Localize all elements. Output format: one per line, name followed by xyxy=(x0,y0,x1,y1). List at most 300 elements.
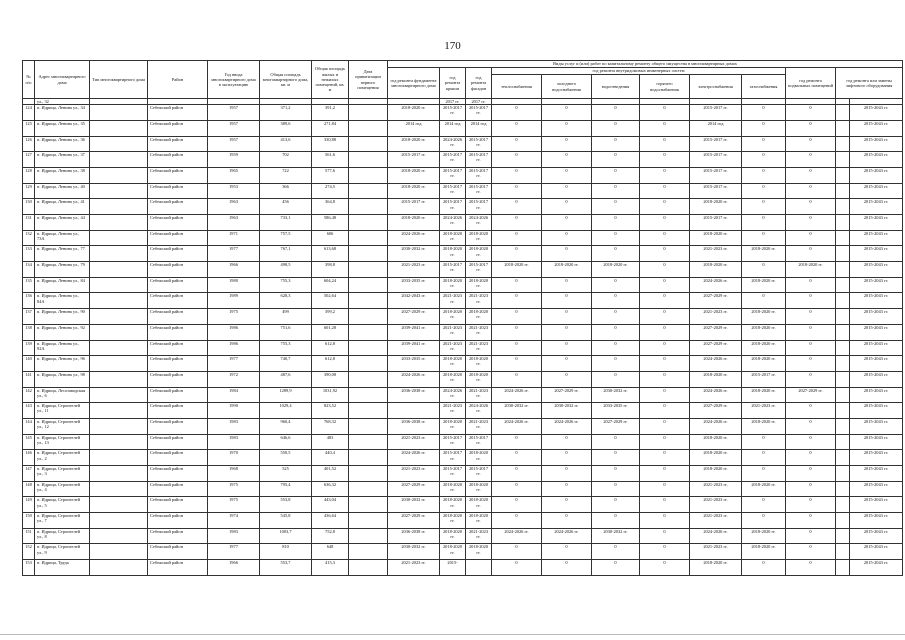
cell-cold-water: 2018-2020 гг. xyxy=(542,262,592,278)
cell-cold-water: 0 xyxy=(542,356,592,372)
cell-drainage: 2027-2029 гг. xyxy=(592,418,640,434)
cell-drainage: 2018-2020 гг. xyxy=(592,262,640,278)
cell-district: Себежский район xyxy=(148,215,208,231)
col-cold-water: холодного водоснабжения xyxy=(542,75,592,99)
cell-gas: 0 xyxy=(742,183,786,199)
cell-elevator xyxy=(836,167,850,183)
col-n: № п/п xyxy=(23,61,35,99)
cell-year-built: 1957 xyxy=(208,105,260,121)
cell-year-built: 1957 xyxy=(208,136,260,152)
cell-facade: 2021-2023 гг. xyxy=(466,387,492,403)
cell-design-doc: 2015-2043 гг. xyxy=(850,152,903,168)
cell-electricity: 2018-2020 гг. xyxy=(690,230,742,246)
cell-total-area: 1029,4 xyxy=(260,403,312,419)
cell-hot-water: 0 xyxy=(640,418,690,434)
cell-hot-water: 0 xyxy=(640,356,690,372)
cell-gas: 0 xyxy=(742,560,786,576)
cell-address: п. Идрица, Труда xyxy=(35,560,90,576)
cell-roof: 2018-2020 гг. xyxy=(440,481,466,497)
cell-roof: 2018-2020 гг. xyxy=(440,497,466,513)
cell-total-area: 1003,7 xyxy=(260,528,312,544)
cell-living-area: 648 xyxy=(312,544,349,560)
cell-type xyxy=(90,387,148,403)
cell-facade: 2018-2020 гг. xyxy=(466,450,492,466)
cell-drainage: 0 xyxy=(592,450,640,466)
cell-address: п. Идрица, Строителей ул., 9 xyxy=(35,544,90,560)
cell-gas: 0 xyxy=(742,167,786,183)
cell-cold-water: 0 xyxy=(542,183,592,199)
cell-hot-water: 0 xyxy=(640,434,690,450)
cell-electricity: 2015-2017 гг. xyxy=(690,215,742,231)
cell-elevator xyxy=(836,199,850,215)
cell-living-area: 401,52 xyxy=(312,466,349,482)
col-elevator: год ремонта или замены лифтового оборудования xyxy=(836,68,903,99)
cell-type xyxy=(90,403,148,419)
cell-hot-water: 0 xyxy=(640,215,690,231)
cell-n: 128 xyxy=(23,167,35,183)
cell-year-built: 1980 xyxy=(208,277,260,293)
cell-privatization-date xyxy=(349,309,388,325)
cell-year-built: 1963 xyxy=(208,199,260,215)
cell-total-area: 755,3 xyxy=(260,340,312,356)
cell-elevator xyxy=(836,293,850,309)
cell-heating: 0 xyxy=(492,120,542,136)
cell-total-area: 702 xyxy=(260,152,312,168)
cell-living-area: 440,4 xyxy=(312,450,349,466)
cell-district: Себежский район xyxy=(148,183,208,199)
cell-n: 150 xyxy=(23,513,35,529)
cell-roof: 2018-2020 гг. xyxy=(440,230,466,246)
cell-year-built: 1977 xyxy=(208,356,260,372)
cell-drainage: 2030-2032 гг. xyxy=(592,387,640,403)
cell-n: 141 xyxy=(23,371,35,387)
cell-heating: 0 xyxy=(492,560,542,576)
cell-gas: 0 xyxy=(742,262,786,278)
cell-type xyxy=(90,246,148,262)
cell-year-built: 1963 xyxy=(208,215,260,231)
cell-district: Себежский район xyxy=(148,450,208,466)
cell-cold-water: 0 xyxy=(542,466,592,482)
col-drainage: водоотведения xyxy=(592,75,640,99)
cell-basement: 0 xyxy=(786,167,836,183)
cell-gas: 0 xyxy=(742,215,786,231)
cell-drainage: 0 xyxy=(592,183,640,199)
cell-cold-water: 0 xyxy=(542,293,592,309)
cell-drainage: 0 xyxy=(592,120,640,136)
cell-roof: 2021-2023 гг. xyxy=(440,324,466,340)
cell-hot-water: 0 xyxy=(640,199,690,215)
cell-heating: 0 xyxy=(492,167,542,183)
cell-electricity: 2024-2026 гг. xyxy=(690,277,742,293)
table-row xyxy=(23,309,903,325)
cell-cold-water: 0 xyxy=(542,481,592,497)
cell-design-doc: 2015-2043 гг. xyxy=(850,434,903,450)
cell-living-area: 443,04 xyxy=(312,497,349,513)
cell-hot-water: 0 xyxy=(640,497,690,513)
cell-total-area: 371,2 xyxy=(260,105,312,121)
cell-cold-water: 0 xyxy=(542,560,592,576)
cell-basement: 0 xyxy=(786,497,836,513)
cell-elevator xyxy=(836,481,850,497)
cell-type xyxy=(90,544,148,560)
cell-heating: 2024-2026 гг. xyxy=(492,528,542,544)
cell-type xyxy=(90,434,148,450)
cell-living-area: 390,08 xyxy=(312,371,349,387)
cell-address: п. Идрица, Ленина ул., 35 xyxy=(35,120,90,136)
cell-facade: 2014 год xyxy=(466,120,492,136)
cell-type xyxy=(90,215,148,231)
cell-type xyxy=(90,230,148,246)
cell-privatization-date xyxy=(349,324,388,340)
cell-privatization-date xyxy=(349,418,388,434)
cell-design-doc: 2015-2043 гг. xyxy=(850,277,903,293)
table-row xyxy=(23,356,903,372)
cell-heating: 0 xyxy=(492,309,542,325)
cell-address: п. Идрица, Ленина ул., 34 xyxy=(35,105,90,121)
cell-elevator xyxy=(836,262,850,278)
col-heating: теплоснабжения xyxy=(492,75,542,99)
cell-total-area: 553,8 xyxy=(260,497,312,513)
cell-total-area: 1289,9 xyxy=(260,387,312,403)
cell-hot-water: 0 xyxy=(640,544,690,560)
cell-year-built: 1974 xyxy=(208,513,260,529)
cell-heating: 0 xyxy=(492,183,542,199)
cell-hot-water: 0 xyxy=(640,136,690,152)
cell-hot-water: 0 xyxy=(640,403,690,419)
cell-roof: 2015-2017 гг. xyxy=(440,105,466,121)
cell-design-doc: 2015-2043 гг. xyxy=(850,199,903,215)
cell-facade: 2018-2020 гг. xyxy=(466,481,492,497)
cell-address: п. Идрица, Ленина ул., 38 xyxy=(35,167,90,183)
cell-total-area: 525 xyxy=(260,466,312,482)
cell-district: Себежский район xyxy=(148,513,208,529)
cell-heating: 0 xyxy=(492,105,542,121)
cell-foundation: 2021-2023 гг. xyxy=(388,466,440,482)
cell-foundation: 2027-2029 гг. xyxy=(388,513,440,529)
col-year-built: Год ввода многоквартирного дома в эксплуатацию xyxy=(208,61,260,99)
cell-foundation: 2021-2023 гг. xyxy=(388,262,440,278)
cell-n: 137 xyxy=(23,309,35,325)
cell-drainage: 2033-2035 гг. xyxy=(592,403,640,419)
cell-roof: 2018-2020 гг. xyxy=(440,277,466,293)
cell-cold-water: 0 xyxy=(542,167,592,183)
cell-heating: 0 xyxy=(492,199,542,215)
cell-roof: 2018-2020 гг. xyxy=(440,309,466,325)
cell-address: п. Идрица, Лесозаводская ул., 6 xyxy=(35,387,90,403)
cell-hot-water: 0 xyxy=(640,513,690,529)
cell-design-doc: 2015-2043 гг. xyxy=(850,215,903,231)
cell-living-area: 415,3 xyxy=(312,560,349,576)
cell-electricity: 2027-2029 гг. xyxy=(690,293,742,309)
cell-electricity: 2018-2020 гг. xyxy=(690,466,742,482)
table-row xyxy=(23,262,903,278)
cell-type xyxy=(90,418,148,434)
cell-basement: 0 xyxy=(786,513,836,529)
cell-electricity: 2018-2020 гг. xyxy=(690,262,742,278)
cell-basement: 0 xyxy=(786,277,836,293)
cell-basement: 0 xyxy=(786,481,836,497)
cell-privatization-date xyxy=(349,120,388,136)
cell-facade: 2015-2017 гг. xyxy=(466,466,492,482)
cell-elevator xyxy=(836,497,850,513)
cell-living-area: 768,32 xyxy=(312,418,349,434)
cell-electricity: 2018-2020 гг. xyxy=(690,371,742,387)
cell-district: Себежский район xyxy=(148,230,208,246)
cell-year-built: 1977 xyxy=(208,246,260,262)
cell-living-area: 330,88 xyxy=(312,136,349,152)
cell-hot-water: 0 xyxy=(640,120,690,136)
cell-roof: 2017 гг. xyxy=(440,99,466,105)
cell-design-doc: 2015-2043 гг. xyxy=(850,309,903,325)
cell-total-area: 487,6 xyxy=(260,371,312,387)
cell-gas: 2018-2020 гг. xyxy=(742,340,786,356)
bottom-rule xyxy=(0,634,905,635)
table-header xyxy=(23,61,903,99)
cell-foundation: 2018-2020 гг. xyxy=(388,105,440,121)
cell-address: п. Идрица, Ленина ул., 96 xyxy=(35,356,90,372)
table-body xyxy=(23,99,903,576)
table-row xyxy=(23,246,903,262)
cell-address: п. Идрица, Строителей ул., 12 xyxy=(35,418,90,434)
cell-elevator xyxy=(836,434,850,450)
cell-drainage: 0 xyxy=(592,293,640,309)
cell-drainage: 2030-2032 гг. xyxy=(592,528,640,544)
cell-living-area: 752,8 xyxy=(312,528,349,544)
table-row xyxy=(23,371,903,387)
cell-cold-water: 0 xyxy=(542,105,592,121)
cell-n: 124 xyxy=(23,105,35,121)
cell-year-built: 1971 xyxy=(208,230,260,246)
cell-drainage: 0 xyxy=(592,340,640,356)
col-privatization-date: Дата приватизации первого помещения xyxy=(349,61,388,99)
cell-privatization-date xyxy=(349,246,388,262)
cell-elevator xyxy=(836,513,850,529)
cell-gas: 0 xyxy=(742,230,786,246)
cell-drainage: 0 xyxy=(592,199,640,215)
cell-roof: 2015- xyxy=(440,560,466,576)
cell-privatization-date xyxy=(349,152,388,168)
cell-gas: 2018-2020 гг. xyxy=(742,418,786,434)
cell-gas: 2018-2020 гг. xyxy=(742,309,786,325)
table-row xyxy=(23,120,903,136)
cell-hot-water: 0 xyxy=(640,246,690,262)
cell-district: Себежский район xyxy=(148,560,208,576)
cell-n: 134 xyxy=(23,262,35,278)
cell-total-area: 499 xyxy=(260,309,312,325)
cell-drainage: 0 xyxy=(592,167,640,183)
cell-gas: 2021-2023 гг. xyxy=(742,403,786,419)
cell-address: п. Идрица, Ленина ул., 92 xyxy=(35,324,90,340)
cell-elevator xyxy=(836,120,850,136)
cell-type xyxy=(90,497,148,513)
cell-year-built: 1983 xyxy=(208,418,260,434)
cell-foundation: 2015-2017 гг. xyxy=(388,152,440,168)
cell-district: Себежский район xyxy=(148,497,208,513)
cell-basement: 0 xyxy=(786,418,836,434)
cell-district: Себежский район xyxy=(148,246,208,262)
cell-n: 153 xyxy=(23,560,35,576)
cell-facade: 2015-2017 гг. xyxy=(466,183,492,199)
cell-gas: 0 xyxy=(742,105,786,121)
cell-design-doc: 2015-2043 гг. xyxy=(850,246,903,262)
cell-drainage: 0 xyxy=(592,356,640,372)
cell-foundation: 2042-2043 гг. xyxy=(388,293,440,309)
cell-drainage: 0 xyxy=(592,466,640,482)
table-row xyxy=(23,340,903,356)
cell-type xyxy=(90,528,148,544)
cell-elevator xyxy=(836,466,850,482)
cell-total-area: 795,4 xyxy=(260,481,312,497)
cell-roof: 2021-2023 гг. xyxy=(440,293,466,309)
table-row xyxy=(23,481,903,497)
cell-electricity: 2021-2023 гг. xyxy=(690,246,742,262)
table-row xyxy=(23,105,903,121)
cell-living-area: 364,8 xyxy=(312,199,349,215)
cell-hot-water: 0 xyxy=(640,309,690,325)
cell-type xyxy=(90,277,148,293)
cell-living-area: 823,52 xyxy=(312,403,349,419)
cell-district: Себежский район xyxy=(148,403,208,419)
cell-electricity: 2024-2026 гг. xyxy=(690,528,742,544)
cell-drainage: 0 xyxy=(592,230,640,246)
table-row xyxy=(23,528,903,544)
cell-facade: 2018-2020 гг. xyxy=(466,309,492,325)
cell-year-built: 1966 xyxy=(208,262,260,278)
cell-living-area: 274,5 xyxy=(312,183,349,199)
cell-design-doc: 2015-2043 гг. xyxy=(850,497,903,513)
cell-roof: 2024-2026 гг. xyxy=(440,215,466,231)
col-gas: газоснабжения xyxy=(742,75,786,99)
cell-foundation: 2036-2038 гг. xyxy=(388,387,440,403)
cell-n: 147 xyxy=(23,466,35,482)
cell-address: п. Идрица, Ленина ул., 37 xyxy=(35,152,90,168)
cell-drainage: 0 xyxy=(592,324,640,340)
cell-gas: 0 xyxy=(742,152,786,168)
cell-address: ул., 32 xyxy=(35,99,90,105)
cell-electricity: 2021-2023 гг. xyxy=(690,497,742,513)
cell-privatization-date xyxy=(349,230,388,246)
cell-foundation: 2039-2041 гг. xyxy=(388,340,440,356)
cell-elevator xyxy=(836,387,850,403)
cell-elevator xyxy=(836,152,850,168)
cell-gas: 2018-2020 гг. xyxy=(742,324,786,340)
cell-district: Себежский район xyxy=(148,262,208,278)
cell-living-area: 502,64 xyxy=(312,293,349,309)
cell-roof: 2018-2020 гг. xyxy=(440,513,466,529)
table-row xyxy=(23,293,903,309)
cell-total-area: 553,7 xyxy=(260,560,312,576)
cell-heating: 0 xyxy=(492,356,542,372)
table-row xyxy=(23,560,903,576)
cell-heating: 0 xyxy=(492,340,542,356)
cell-facade: 2015-2017 гг. xyxy=(466,434,492,450)
cell-cold-water: 0 xyxy=(542,434,592,450)
cell-year-built: 1990 xyxy=(208,403,260,419)
cell-basement: 0 xyxy=(786,230,836,246)
cell-total-area: 389,6 xyxy=(260,120,312,136)
cell-heating: 0 xyxy=(492,136,542,152)
col-living-area: Общая площадь жилых и нежилых помещений, кв. м xyxy=(312,61,349,99)
cell-electricity: 2018-2020 гг. xyxy=(690,450,742,466)
cell-type xyxy=(90,199,148,215)
cell-privatization-date xyxy=(349,293,388,309)
cell-living-area: 271,84 xyxy=(312,120,349,136)
cell-district: Себежский район xyxy=(148,481,208,497)
cell-elevator xyxy=(836,418,850,434)
cell-facade: 2018-2020 гг. xyxy=(466,371,492,387)
cell-hot-water: 0 xyxy=(640,262,690,278)
cell-address: п. Идрица, Ленина ул., 77 xyxy=(35,246,90,262)
table-row xyxy=(23,324,903,340)
cell-basement: 0 xyxy=(786,403,836,419)
cell-facade: 2015-2017 гг. xyxy=(466,105,492,121)
cell-heating: 0 xyxy=(492,152,542,168)
cell-type xyxy=(90,340,148,356)
cell-facade: 2018-2020 гг. xyxy=(466,246,492,262)
cell-elevator xyxy=(836,246,850,262)
cell-address: п. Идрица, Ленина ул., 44 xyxy=(35,215,90,231)
cell-basement: 0 xyxy=(786,293,836,309)
cell-address: п. Идрица, Ленина ул., 73А xyxy=(35,230,90,246)
cell-type xyxy=(90,513,148,529)
cell-gas: 0 xyxy=(742,136,786,152)
table-row xyxy=(23,466,903,482)
col-total-area: Общая площадь многоквартирного дома, кв. м xyxy=(260,61,312,99)
cell-basement: 0 xyxy=(786,324,836,340)
cell-type xyxy=(90,481,148,497)
cell-foundation: 2036-2038 гг. xyxy=(388,418,440,434)
cell-foundation: 2021-2023 гг. xyxy=(388,434,440,450)
cell-address: п. Идрица, Ленина ул., 90 xyxy=(35,309,90,325)
cell-heating: 0 xyxy=(492,324,542,340)
cell-cold-water: 0 xyxy=(542,215,592,231)
cell-address: п. Идрица, Ленина ул., 36 xyxy=(35,136,90,152)
cell-roof: 2014 год xyxy=(440,120,466,136)
cell-privatization-date xyxy=(349,371,388,387)
cell-heating: 0 xyxy=(492,246,542,262)
cell-hot-water: 0 xyxy=(640,466,690,482)
cell-heating: 0 xyxy=(492,293,542,309)
cell-heating: 0 xyxy=(492,434,542,450)
cell-address: п. Идрица, Ленина ул., 84А xyxy=(35,293,90,309)
cell-privatization-date xyxy=(349,136,388,152)
cell-cold-water: 0 xyxy=(542,544,592,560)
table-row xyxy=(23,167,903,183)
cell-roof: 2024-2026 гг. xyxy=(440,387,466,403)
cell-n: 138 xyxy=(23,324,35,340)
cell-year-built: 1975 xyxy=(208,309,260,325)
cell-living-area: 612,8 xyxy=(312,356,349,372)
cell-living-area: 601,28 xyxy=(312,324,349,340)
cell-living-area: 391,2 xyxy=(312,105,349,121)
cell-facade: 2018-2020 гг. xyxy=(466,544,492,560)
cell-design-doc: 2015-2043 гг. xyxy=(850,403,903,419)
cell-facade: 2015-2017 гг. xyxy=(466,167,492,183)
cell-hot-water: 0 xyxy=(640,340,690,356)
cell-electricity: 2015-2017 гг. xyxy=(690,183,742,199)
cell-gas: 0 xyxy=(742,466,786,482)
cell-foundation: 2021-2023 гг. xyxy=(388,560,440,576)
cell-hot-water: 0 xyxy=(640,560,690,576)
cell-n: 127 xyxy=(23,152,35,168)
cell-design-doc: 2015-2043 гг. xyxy=(850,167,903,183)
cell-basement: 0 xyxy=(786,466,836,482)
cell-basement: 0 xyxy=(786,199,836,215)
cell-drainage: 0 xyxy=(592,152,640,168)
cell-elevator xyxy=(836,324,850,340)
cell-year-built: 1957 xyxy=(208,120,260,136)
cell-privatization-date xyxy=(349,356,388,372)
